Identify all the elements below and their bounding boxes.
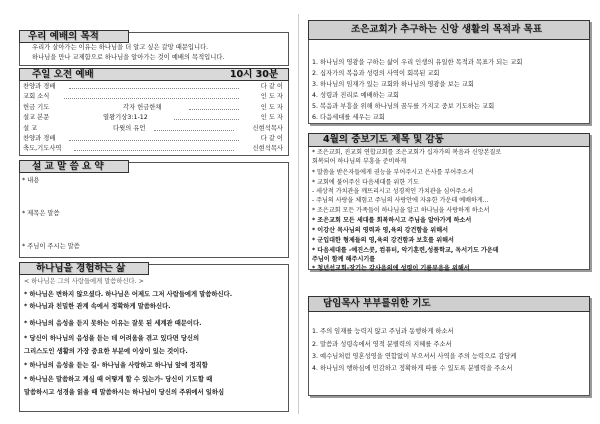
service-order-list [19, 82, 289, 156]
sermon-summary-item: * 내용 [22, 177, 40, 184]
experience-line: * 당신이 하나님의 음성을 듣는 데 어려움을 겪고 있다면 당신의 [24, 335, 200, 342]
sermon-summary-title: 설 교 말 씀 요 약 [19, 160, 129, 173]
experience-line: 말씀하시고 성경을 읽을 때 말씀하시는 하나님이 당신의 주위에서 일하심 [24, 389, 225, 396]
service-row [23, 103, 285, 113]
service-item: 설 교 [23, 124, 38, 132]
prayer-topic-line: - 주님의 사랑을 체험고 주님의 사랑안에 자유한 가운데 예배하게... [312, 197, 489, 204]
pastor-prayer-item: 4. 하나님의 행하심에 민감하고 정확하게 따를 수 있도록 분별력을 주소서 [312, 365, 513, 372]
leader-dots [154, 130, 234, 131]
experience-line: * 하나님은 변하지 않으셨다. 하나님은 어제도 그저 사람들에게 말씀하신다. [24, 291, 233, 298]
leader-dots [189, 109, 239, 110]
experience-subtitle: < 하나님은 그의 사랑들에게 말씀하신다. > [24, 278, 144, 285]
prayer-topic-line: * 청년선교회-장기는 감사음의에 성령이 기름부음을 위해서 [312, 265, 470, 272]
experience-line: * 하나님은 말씀하고 계심 때 어떻게 할 수 있는가- 당신이 기도할 때 [24, 376, 213, 383]
service-item: 축도,기도사역 [23, 145, 62, 153]
worship-purpose-line: 우리가 살아가는 이유는 하나님을 더 알고 싶은 갈망 때문입니다. [32, 44, 209, 51]
church-goal-item: 6. 다음세대를 세우는 교회 [312, 114, 385, 121]
service-leader: 다 같 이 [260, 83, 283, 90]
pastor-prayer-item: 1. 주의 임재를 능력지 않고 주님과 동행하게 하소서 [312, 328, 454, 335]
service-leader: 다 같 이 [260, 135, 283, 142]
prayer-topic-line: * 조은교회, 진교회 연합교회를 조은교회가 십자가의 복음과 신앙본질로 [312, 149, 502, 156]
service-leader: 인 도 자 [260, 114, 283, 122]
leader-dots [174, 119, 239, 120]
experience-title: 하나님을 경험하는 삶 [19, 262, 149, 275]
prayer-topic-line: * 말씀을 받은자들에게 권능을 부어주시고 은사를 부어주소서 [312, 169, 474, 176]
prayer-topic-line: * 조은교회 모든 가족들이 하나님을 알고 하나님을 사랑하게 하소서 [312, 207, 490, 214]
service-item: 설교 본문 [23, 114, 50, 122]
pastor-prayer-item: 3. 예수님처럼 영혼성영을 연합없이 부으셔서 사역을 주의 능력으로 감당케 [312, 353, 517, 360]
service-item: 찬양과 경배 [23, 83, 56, 90]
service-time: 10시 30분 [229, 69, 278, 80]
service-detail: 열왕기상3:1-12 [103, 114, 148, 122]
worship-purpose-line: 하나님을 만나 교제함으로 하나님을 알아가는 것이 예배의 목적입니다. [32, 54, 225, 61]
service-leader: 인 도 자 [260, 103, 283, 111]
pastor-prayer-title: 담임목사 부부를위한 기도 [308, 296, 590, 312]
leader-dots [69, 140, 239, 141]
column-divider [298, 14, 299, 414]
experience-line: 그리스도인 생활의 가장 중요한 부분에 이상이 있는 것이다. [24, 348, 188, 355]
church-goal-item: 5. 복음과 부흥을 위해 하나님의 꿈두를 가지고 중보 기도하는 교회 [312, 103, 495, 110]
prayer-topic-line: * 군입대한 형제들의 영,육의 강건함과 보호를 위해서 [312, 237, 454, 244]
experience-line: * 하나님의 음성을 듣지 못하는 이유는 잘못 된 세계관 때문이다. [24, 320, 202, 327]
service-item: 헌금 기도 [23, 103, 50, 111]
service-row [23, 113, 285, 123]
prayer-topics-title: 4월의 중보기도 제목 및 감동 [308, 133, 590, 147]
church-goal-item: 3. 하나님의 임재가 있는 교회와 하나님의 영광을 보는 교회 [312, 81, 474, 88]
service-detail: 다윗의 유언 [113, 124, 146, 132]
prayer-topic-line: 주님이 함께 해주시기를 [312, 256, 376, 263]
service-leader: 신현석목사 [252, 145, 283, 153]
church-goals-title: 조은교회가 추구하는 신앙 생활의 목적과 목표 [308, 20, 590, 40]
leader-dots [64, 98, 239, 99]
service-item: 교회 소식 [23, 93, 50, 101]
leader-dots [74, 150, 234, 151]
experience-line: * 하나님과 친밀한 관계 속에서 정확하게 말씀하신다. [24, 303, 171, 310]
experience-line: * 하나님의 음성을 듣는 길- 하나님을 사랑하고 하나님 앞에 정직함 [24, 362, 208, 369]
prayer-topic-line: * 이강산 목사님의 영력과 영,육의 강건함을 위해서 [312, 227, 448, 234]
pastor-prayer-item: 2. 말씀과 성령속에서 영적 분별력의 지혜를 주소서 [312, 341, 452, 348]
worship-purpose-title: 우리 예배의 목적 [19, 30, 129, 43]
sermon-summary-item: * 주님이 주시는 말씀 [22, 243, 80, 250]
service-leader: 인 도 자 [260, 93, 283, 101]
service-detail: 각자 헌금한채 [123, 103, 162, 111]
sermon-summary-item: * 제목은 말씀 [22, 210, 60, 217]
prayer-topic-line: * 조은교회 모든 세대를 회복하시고 주님을 알아가게 하소서 [312, 217, 472, 224]
service-title: 주일 오전 예배 [32, 69, 94, 80]
church-goal-item: 4. 성령과 진리로 예배하는 교회 [312, 92, 400, 99]
church-goal-item: 2. 십자가의 복음과 성령의 사역이 회복된 교회 [312, 70, 440, 77]
prayer-topic-line: * 교회에 불어주신 다음세대를 위한 기도 [312, 179, 419, 186]
prayer-topic-line: - 세상적 가치관을 깨뜨리시고 성경적인 가치관을 심어주소서 [312, 188, 473, 195]
service-title-bar [19, 68, 289, 81]
service-item: 찬양과 경배 [23, 135, 56, 142]
prayer-topic-line: 회복되어 하나님의 부흥을 준비하게 [312, 158, 407, 165]
service-leader: 신현석목사 [252, 124, 283, 132]
prayer-topic-line: * 다음세대를 -예진스콧, 컴퓨터, 악기훈련,성품학교, 독서기도 가운데 [312, 247, 499, 254]
church-goal-item: 1. 하나님의 영광을 구하는 삶이 우리 인생의 유일한 목적과 목표가 되는 교회 [312, 59, 523, 66]
leader-dots [69, 88, 239, 89]
